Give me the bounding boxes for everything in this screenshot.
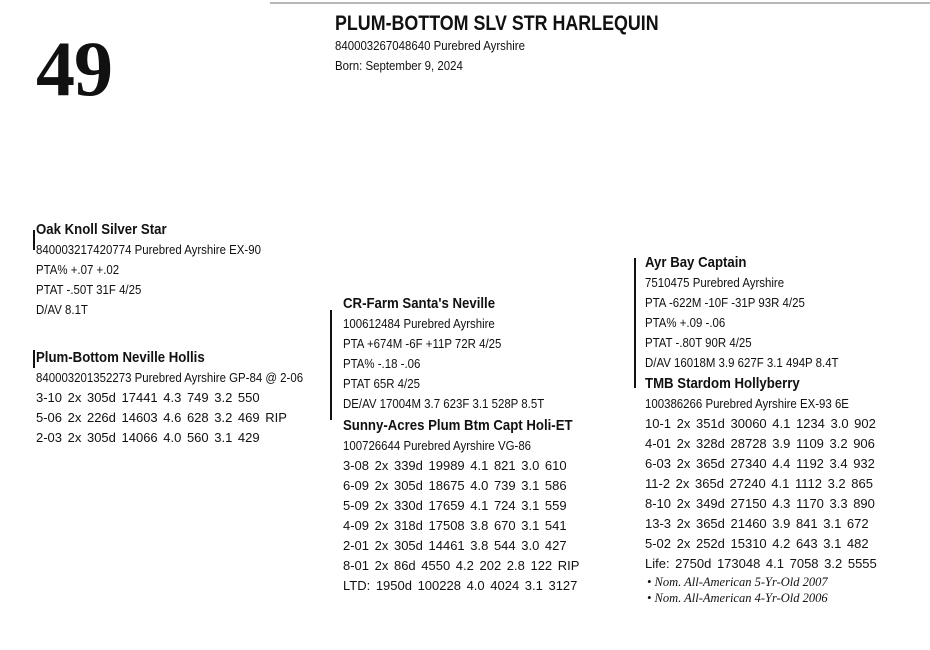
dam-sire-line: DE/AV 17004M 3.7 623F 3.1 528P 8.5T — [343, 396, 545, 411]
sire-line: D/AV 8.1T — [36, 302, 88, 317]
dam-sire-bracket — [330, 310, 332, 420]
sire-line: 840003217420774 Purebred Ayrshire EX-90 — [36, 242, 261, 257]
dam-sire-line: PTAT 65R 4/25 — [343, 376, 420, 391]
ddd-dam-record: 11-2 2x 365d 27240 4.1 1112 3.2 865 — [645, 476, 873, 491]
ddd-dam-registration: 100386266 Purebred Ayrshire EX-93 6E — [645, 396, 849, 411]
ddd-dam-name: TMB Stardom Hollyberry — [645, 375, 800, 392]
dam-dam-record: 3-08 2x 339d 19989 4.1 821 3.0 610 — [343, 458, 567, 473]
ddd-dam-record: 4-01 2x 328d 28728 3.9 1109 3.2 906 — [645, 436, 875, 451]
ddd-sire-line: PTAT -.80T 90R 4/25 — [645, 335, 752, 350]
sire-block — [36, 220, 292, 320]
subject-born: Born: September 9, 2024 — [335, 58, 463, 73]
ddd-dam-record: 8-10 2x 349d 27150 4.3 1170 3.3 890 — [645, 496, 875, 511]
subject-registration: 840003267048640 Purebred Ayrshire — [335, 38, 525, 53]
ddd-dam-record: 5-02 2x 252d 15310 4.2 643 3.1 482 — [645, 536, 869, 551]
ddd-dam-record: 10-1 2x 351d 30060 4.1 1234 3.0 902 — [645, 416, 876, 431]
dam-sire-line: 100612484 Purebred Ayrshire — [343, 316, 495, 331]
dam-block — [36, 348, 340, 448]
dam-dam-record: 5-09 2x 330d 17659 4.1 724 3.1 559 — [343, 498, 567, 513]
dam-sire-line: PTA +674M -6F +11P 72R 4/25 — [343, 336, 502, 351]
dam-dam-registration: 100726644 Purebred Ayrshire VG-86 — [343, 438, 532, 453]
sire-bracket — [33, 230, 35, 250]
ddd-dam-record: 6-03 2x 365d 27340 4.4 1192 3.4 932 — [645, 456, 875, 471]
ddd-bracket — [634, 258, 636, 388]
dam-record: 5-06 2x 226d 14603 4.6 628 3.2 469 RIP — [36, 410, 287, 425]
ddd-sire-name: Ayr Bay Captain — [645, 254, 747, 271]
subject-name: PLUM-BOTTOM SLV STR HARLEQUIN — [335, 12, 659, 35]
dam-dam-name: Sunny-Acres Plum Btm Capt Holi-ET — [343, 417, 573, 434]
dam-sire-block — [343, 294, 572, 414]
dam-sire-line: PTA% -.18 -.06 — [343, 356, 421, 371]
award-note: • Nom. All-American 4-Yr-Old 2006 — [647, 591, 828, 605]
dam-dam-record: 4-09 2x 318d 17508 3.8 670 3.1 541 — [343, 518, 567, 533]
ddd-sire-block — [645, 253, 865, 373]
ddd-dam-record: 13-3 2x 365d 21460 3.9 841 3.1 672 — [645, 516, 869, 531]
dam-dam-block — [343, 416, 604, 596]
ddd-sire-line: 7510475 Purebred Ayrshire — [645, 275, 785, 290]
ddd-dam-lifetime: Life: 2750d 173048 4.1 7058 3.2 5555 — [645, 556, 877, 571]
dam-dam-record: 6-09 2x 305d 18675 4.0 739 3.1 586 — [343, 478, 567, 493]
dam-bracket — [33, 350, 35, 368]
lot-number: 49 — [36, 25, 112, 112]
award-note: • Nom. All-American 5-Yr-Old 2007 — [647, 575, 828, 589]
top-rule — [270, 2, 930, 4]
dam-dam-lifetime: LTD: 1950d 100228 4.0 4024 3.1 3127 — [343, 578, 578, 593]
dam-registration: 840003201352273 Purebred Ayrshire GP-84 @ 2-06 — [36, 370, 304, 385]
ddd-sire-line: PTA% +.09 -.06 — [645, 315, 726, 330]
dam-dam-record: 2-01 2x 305d 14461 3.8 544 3.0 427 — [343, 538, 567, 553]
dam-record: 2-03 2x 305d 14066 4.0 560 3.1 429 — [36, 430, 260, 445]
sire-line: PTA% +.07 +.02 — [36, 262, 120, 277]
dam-record: 3-10 2x 305d 17441 4.3 749 3.2 550 — [36, 390, 260, 405]
ddd-dam-block — [645, 374, 877, 606]
dam-name: Plum-Bottom Neville Hollis — [36, 349, 205, 366]
subject-header — [335, 12, 716, 76]
sire-line: PTAT -.50T 31F 4/25 — [36, 282, 142, 297]
ddd-sire-line: D/AV 16018M 3.9 627F 3.1 494P 8.4T — [645, 355, 839, 370]
dam-dam-record: 8-01 2x 86d 4550 4.2 202 2.8 122 RIP — [343, 558, 580, 573]
ddd-sire-line: PTA -622M -10F -31P 93R 4/25 — [645, 295, 805, 310]
sire-name: Oak Knoll Silver Star — [36, 221, 167, 238]
dam-sire-name: CR-Farm Santa's Neville — [343, 295, 496, 312]
